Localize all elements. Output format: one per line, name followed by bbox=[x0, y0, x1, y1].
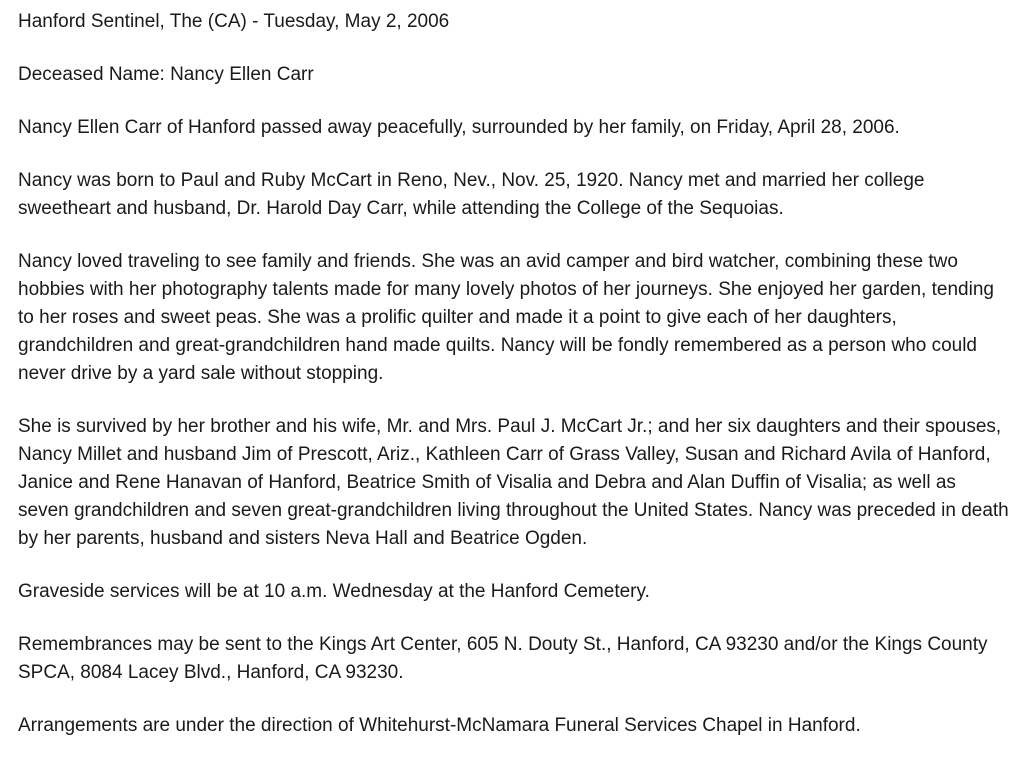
paragraph-services: Graveside services will be at 10 a.m. Wednesday at the Hanford Cemetery. bbox=[18, 581, 650, 602]
publication-line: Hanford Sentinel, The (CA) - Tuesday, May 2, 2006 bbox=[18, 11, 450, 32]
paragraph-passing: Nancy Ellen Carr of Hanford passed away peacefully, surrounded by her family, on Friday, April 28, 2006. bbox=[18, 117, 900, 138]
paragraph-birth-marriage: Nancy was born to Paul and Ruby McCart in Reno, Nev., Nov. 25, 1920. Nancy met and married her college sweetheart and husband, Dr. Harold Day Carr, while attending the College of the Sequoias. bbox=[18, 170, 925, 219]
paragraph-arrangements: Arrangements are under the direction of Whitehurst-McNamara Funeral Services Chapel in Hanford. bbox=[18, 715, 861, 736]
deceased-name-line: Deceased Name: Nancy Ellen Carr bbox=[18, 64, 314, 85]
paragraph-hobbies: Nancy loved traveling to see family and friends. She was an avid camper and bird watcher, combining these two hobbies with her photography talents made for many lovely photos of her journeys. She enjoyed her garden, tending to her roses and sweet peas. She was a prolific quilter and made it a point to give each of her daughters, grandchildren and great-grandchildren hand made quilts. Nancy will be fondly remembered as a person who could never drive by a yard sale without stopping. bbox=[18, 251, 994, 384]
paragraph-survivors: She is survived by her brother and his wife, Mr. and Mrs. Paul J. McCart Jr.; and her six daughters and their spouses, Nancy Millet and husband Jim of Prescott, Ariz., Kathleen Carr of Grass Valley, Susan and Richard Avila of Hanford, Janice and Rene Hanavan of Hanford, Beatrice Smith of Visalia and Debra and Alan Duffin of Visalia; as well as seven grandchildren and seven great-grandchildren living throughout the United States. Nancy was preceded in death by her parents, husband and sisters Neva Hall and Beatrice Ogden. bbox=[18, 416, 1009, 549]
paragraph-remembrances: Remembrances may be sent to the Kings Art Center, 605 N. Douty St., Hanford, CA 93230 and/or the Kings County SPCA, 8084 Lacey Blvd., Hanford, CA 93230. bbox=[18, 634, 988, 683]
